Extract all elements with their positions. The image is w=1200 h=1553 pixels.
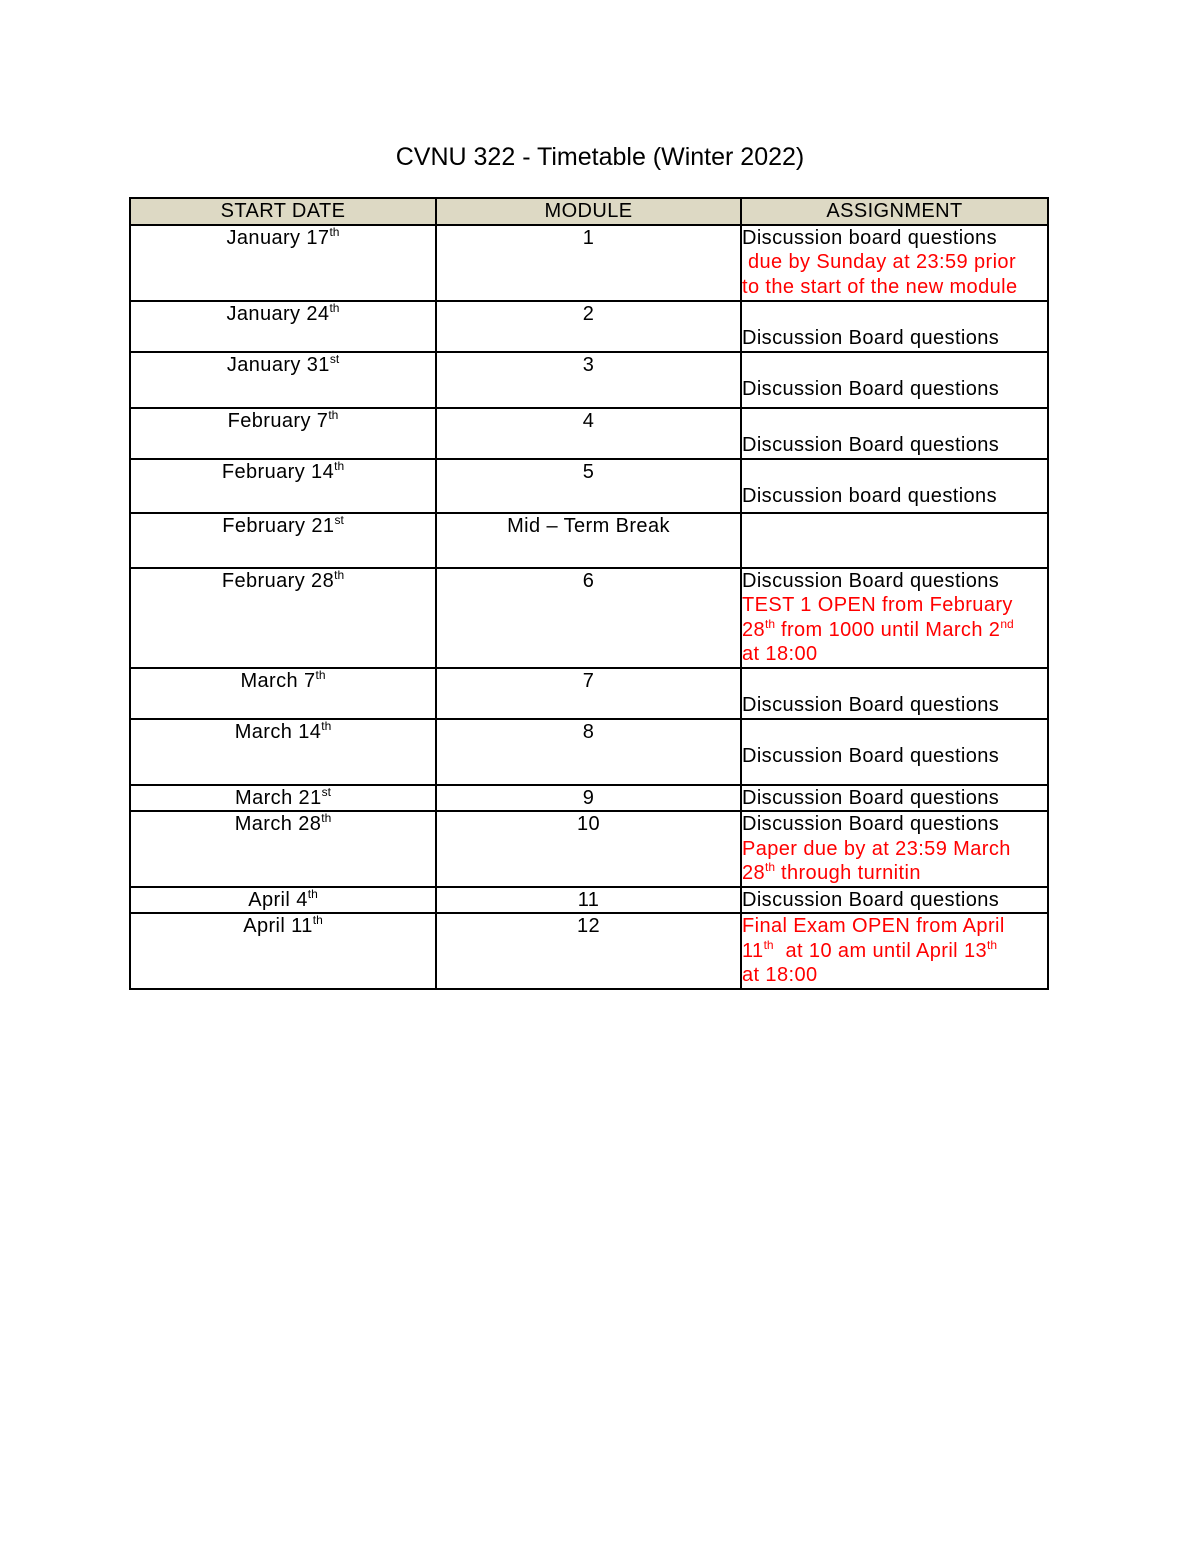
table-row <box>130 811 1048 887</box>
assignment-cell <box>741 459 1048 513</box>
assignment-note <box>742 618 1047 643</box>
assignment-text: Discussion Board questions <box>742 434 1000 456</box>
start-date: January 17 <box>226 226 330 249</box>
start-date: April 11 <box>243 915 313 937</box>
date-suffix: th <box>765 860 776 874</box>
module-cell: 3 <box>436 352 741 408</box>
date-suffix: th <box>315 667 326 682</box>
table-row <box>130 668 1048 719</box>
date-suffix: th <box>321 718 332 733</box>
assignment-text: Discussion Board questions <box>742 745 1000 767</box>
blank-line <box>742 302 1047 327</box>
assignment-cell <box>741 668 1048 719</box>
note-text: at 10 am until April 13 <box>773 939 988 962</box>
note-text: 28 <box>742 618 766 641</box>
table-row <box>130 459 1048 513</box>
blank-line <box>742 460 1047 485</box>
table-header-row <box>130 198 1048 225</box>
module-cell: 6 <box>436 568 741 668</box>
date-suffix: th <box>763 937 774 952</box>
assignment-cell <box>741 913 1048 989</box>
assignment-note: Paper due by at 23:59 March <box>742 837 1011 860</box>
module-cell: 5 <box>436 459 741 513</box>
start-date-cell <box>130 811 436 887</box>
assignment-cell <box>741 352 1048 408</box>
date-suffix: th <box>329 300 340 315</box>
date-suffix: th <box>321 811 332 825</box>
table-row <box>130 887 1048 914</box>
start-date-cell <box>130 785 436 812</box>
module-cell: 4 <box>436 408 741 459</box>
date-suffix: th <box>334 458 345 473</box>
module-cell: 2 <box>436 301 741 352</box>
start-date-cell <box>130 887 436 914</box>
table-row <box>130 301 1048 352</box>
blank-line <box>742 669 1047 694</box>
assignment-cell: Discussion Board questions <box>741 887 1048 914</box>
start-date: March 14 <box>234 720 322 743</box>
assignment-note: due by Sunday at 23:59 prior <box>742 251 1017 273</box>
assignment-cell <box>741 513 1048 568</box>
assignment-cell <box>741 568 1048 668</box>
note-text: through turnitin <box>775 862 921 884</box>
assignment-cell <box>741 408 1048 459</box>
assignment-note: at 18:00 <box>742 964 818 986</box>
table-row <box>130 513 1048 568</box>
start-date: March 7 <box>240 669 316 692</box>
table-row <box>130 352 1048 408</box>
table-row <box>130 408 1048 459</box>
module-cell: 8 <box>436 719 741 785</box>
note-text: 11 <box>742 939 764 962</box>
start-date: February 14 <box>221 460 335 483</box>
start-date: February 7 <box>227 409 329 432</box>
blank-line <box>742 353 1047 378</box>
assignment-note: TEST 1 OPEN from February <box>742 594 1013 616</box>
date-suffix: th <box>329 224 340 239</box>
date-suffix: th <box>987 937 998 952</box>
start-date-cell <box>130 459 436 513</box>
header-start-date: START DATE <box>130 198 436 225</box>
date-suffix: st <box>321 784 331 799</box>
table-row <box>130 913 1048 989</box>
table-row <box>130 719 1048 785</box>
start-date-cell <box>130 568 436 668</box>
assignment-text: Discussion board questions <box>742 226 997 249</box>
note-text: from 1000 until March 2 <box>775 618 1001 641</box>
assignment-text: Discussion Board questions <box>742 327 1000 349</box>
header-assignment: ASSIGNMENT <box>741 198 1048 225</box>
date-suffix: th <box>312 913 323 927</box>
start-date-cell <box>130 719 436 785</box>
date-suffix: st <box>334 512 344 527</box>
header-module: MODULE <box>436 198 741 225</box>
assignment-cell <box>741 811 1048 887</box>
assignment-note: to the start of the new module <box>742 275 1018 298</box>
assignment-note: at 18:00 <box>742 643 818 665</box>
assignment-text: Discussion Board questions <box>742 694 1000 716</box>
assignment-text: Discussion Board questions <box>742 378 1000 400</box>
assignment-cell <box>741 719 1048 785</box>
assignment-note: Final Exam OPEN from April <box>742 915 1005 937</box>
start-date: February 28 <box>221 569 335 592</box>
date-suffix: th <box>765 616 776 631</box>
start-date-cell <box>130 913 436 989</box>
assignment-cell <box>741 301 1048 352</box>
start-date-cell <box>130 668 436 719</box>
date-suffix: st <box>329 351 340 366</box>
date-suffix: nd <box>1000 616 1014 631</box>
table-row <box>130 785 1048 812</box>
start-date: February 21 <box>222 514 335 537</box>
module-cell: 10 <box>436 811 741 887</box>
table-row <box>130 225 1048 301</box>
timetable <box>129 197 1049 990</box>
page-title: CVNU 322 - Timetable (Winter 2022) <box>395 143 805 171</box>
assignment-cell <box>741 225 1048 301</box>
note-text: 28 <box>742 862 766 884</box>
module-cell: 7 <box>436 668 741 719</box>
assignment-cell: Discussion Board questions <box>741 785 1048 812</box>
assignment-text: Discussion Board questions <box>742 569 1000 592</box>
start-date: March 21 <box>235 786 322 809</box>
date-suffix: th <box>334 567 345 582</box>
start-date-cell <box>130 513 436 568</box>
module-cell: 12 <box>436 913 741 989</box>
assignment-note <box>742 861 1047 886</box>
start-date: March 28 <box>234 813 322 835</box>
module-cell: Mid – Term Break <box>436 513 741 568</box>
blank-line <box>742 409 1047 434</box>
assignment-text: Discussion board questions <box>742 485 997 507</box>
assignment-note <box>742 939 1047 964</box>
blank-line <box>742 720 1047 745</box>
module-cell: 9 <box>436 785 741 812</box>
start-date: April 4 <box>248 888 308 911</box>
table-row <box>130 568 1048 668</box>
date-suffix: th <box>328 407 339 422</box>
module-cell: 11 <box>436 887 741 914</box>
start-date: January 31 <box>226 353 330 376</box>
date-suffix: th <box>307 886 318 901</box>
start-date-cell <box>130 225 436 301</box>
module-cell: 1 <box>436 225 741 301</box>
start-date-cell <box>130 408 436 459</box>
start-date-cell <box>130 352 436 408</box>
start-date-cell <box>130 301 436 352</box>
start-date: January 24 <box>226 302 330 325</box>
assignment-text: Discussion Board questions <box>742 813 1000 835</box>
